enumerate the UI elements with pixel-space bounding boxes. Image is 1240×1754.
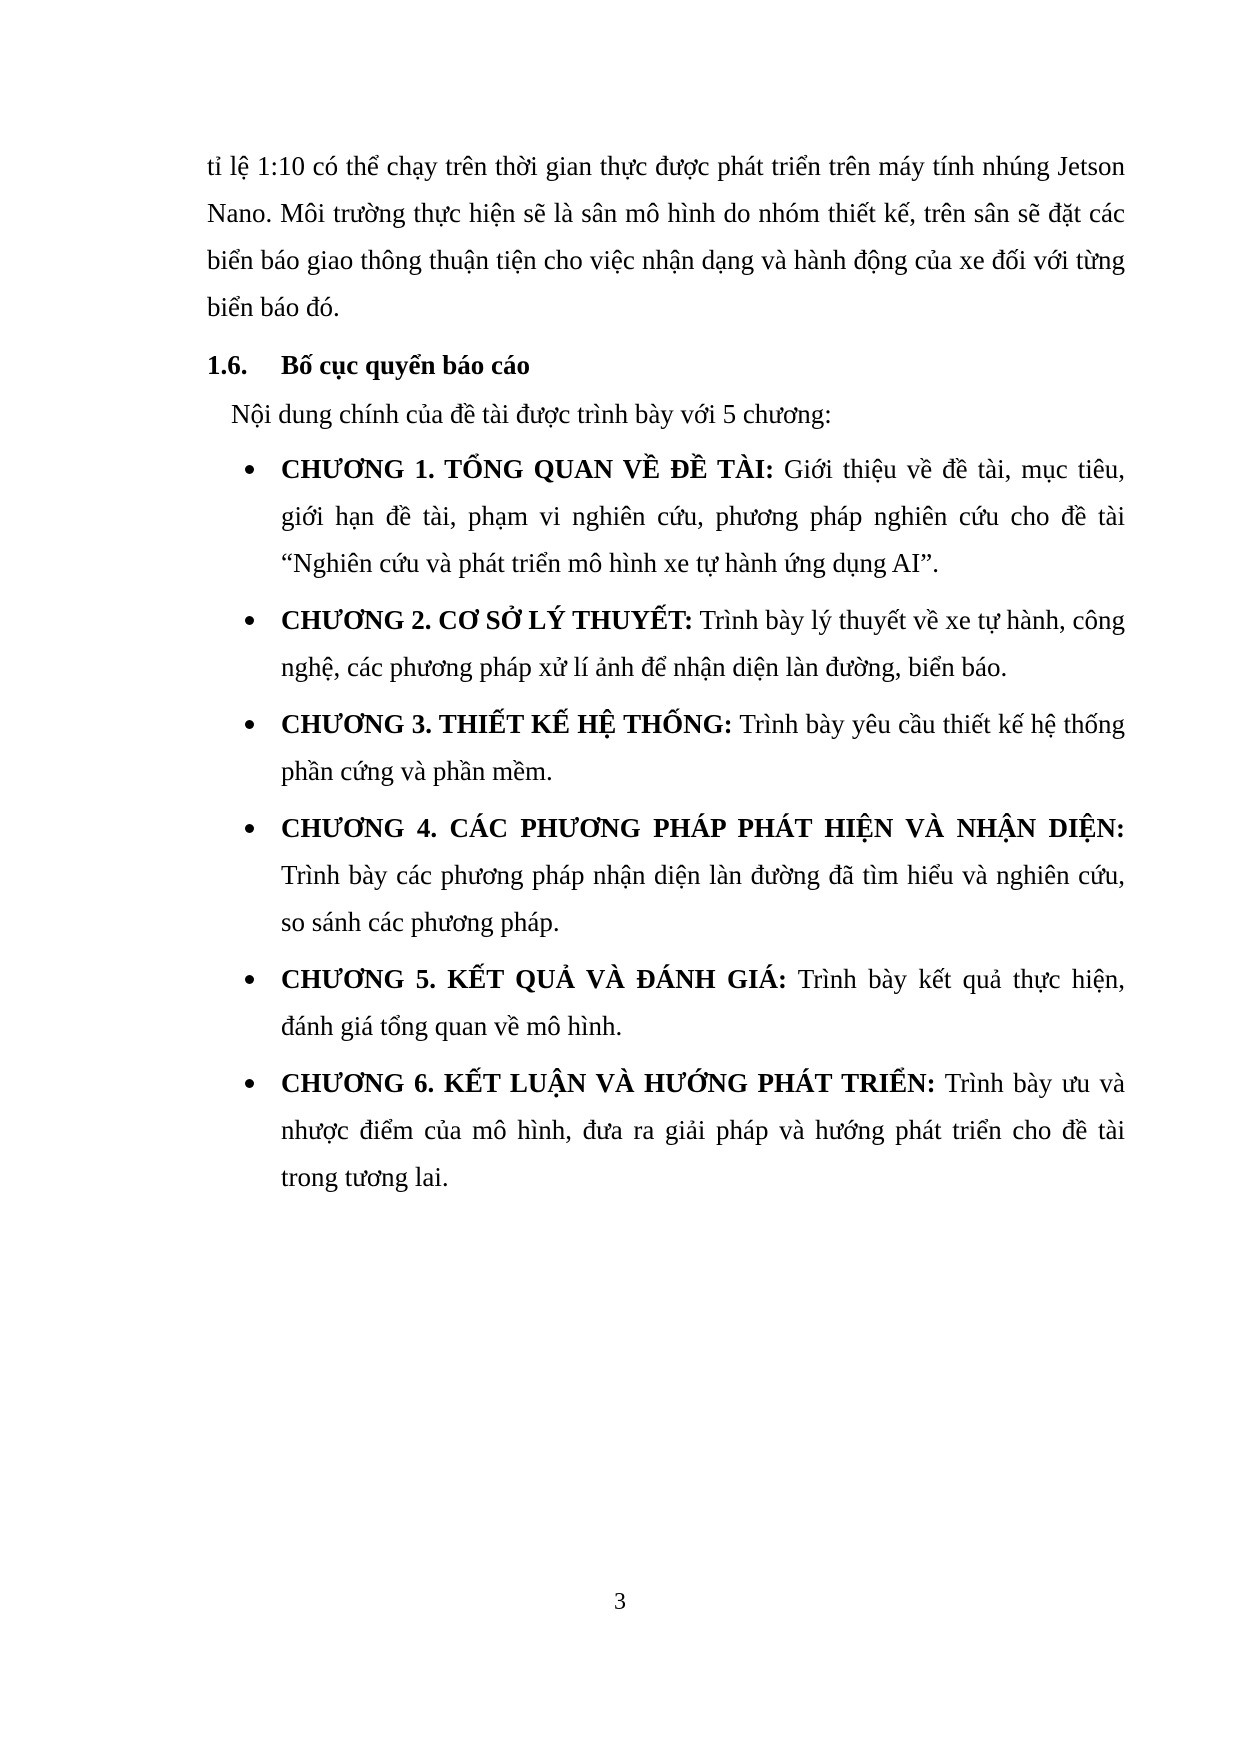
bullet-icon [245, 720, 254, 729]
chapter-item-5 [207, 956, 1125, 1050]
section-title: Bố cục quyển báo cáo [281, 350, 531, 380]
bullet-icon [245, 465, 254, 474]
section-number: 1.6. [207, 350, 248, 380]
chapter-description: Trình bày các phương pháp nhận diện làn đường đã tìm hiểu và nghiên cứu, so sánh các phương pháp. [281, 860, 1125, 937]
chapter-item-1 [207, 446, 1125, 587]
bullet-icon [245, 824, 254, 833]
page-number: 3 [614, 1589, 626, 1615]
chapter-description: Trình bày kết quả thực hiện, đánh giá tổng quan về mô hình. [281, 964, 1126, 1041]
bullet-icon [245, 1079, 254, 1088]
chapter-description: Trình bày yêu cầu thiết kế hệ thống phần cứng và phần mềm. [281, 709, 1125, 786]
chapters-intro: Nội dung chính của đề tài được trình bày với 5 chương: [231, 399, 832, 429]
page-content [207, 143, 1125, 1211]
chapter-description: Trình bày ưu và nhược điểm của mô hình, đưa ra giải pháp và hướng phát triển cho đề tài trong tương lai. [281, 1068, 1125, 1192]
chapter-item-3 [207, 701, 1125, 795]
opening-paragraph: tỉ lệ 1:10 có thể chạy trên thời gian thực được phát triển trên máy tính nhúng Jetson Nano. Môi trường thực hiện sẽ là sân mô hình do nhóm thiết kế, trên sân sẽ đặt các biển báo giao thông thuận tiện cho việc nhận dạng và hành động của xe đối với từng biển báo đó. [207, 151, 1125, 322]
chapter-description: Trình bày lý thuyết về xe tự hành, công nghệ, các phương pháp xử lí ảnh để nhận diện làn đường, biển báo. [281, 605, 1125, 682]
chapter-item-6 [207, 1060, 1125, 1201]
chapter-list [207, 446, 1125, 1201]
bullet-icon [245, 616, 254, 625]
chapter-title: CHƯƠNG 2. CƠ SỞ LÝ THUYẾT: [281, 605, 694, 635]
chapter-description: Giới thiệu về đề tài, mục tiêu, giới hạn đề tài, phạm vi nghiên cứu, phương pháp nghiên cứu cho đề tài “Nghiên cứu và phát triển mô hình xe tự hành ứng dụng AI”. [281, 454, 1125, 578]
chapter-title: CHƯƠNG 5. KẾT QUẢ VÀ ĐÁNH GIÁ: [281, 964, 787, 994]
chapter-title: CHƯƠNG 1. TỔNG QUAN VỀ ĐỀ TÀI: [281, 454, 775, 484]
section-heading [207, 342, 1125, 389]
chapter-title: CHƯƠNG 3. THIẾT KẾ HỆ THỐNG: [281, 709, 733, 739]
bullet-icon [245, 975, 254, 984]
chapter-title: CHƯƠNG 4. CÁC PHƯƠNG PHÁP PHÁT HIỆN VÀ NHẬN DIỆN: [281, 813, 1125, 843]
chapter-item-4 [207, 805, 1125, 946]
chapter-item-2 [207, 597, 1125, 691]
chapter-title: CHƯƠNG 6. KẾT LUẬN VÀ HƯỚNG PHÁT TRIỂN: [281, 1068, 936, 1098]
